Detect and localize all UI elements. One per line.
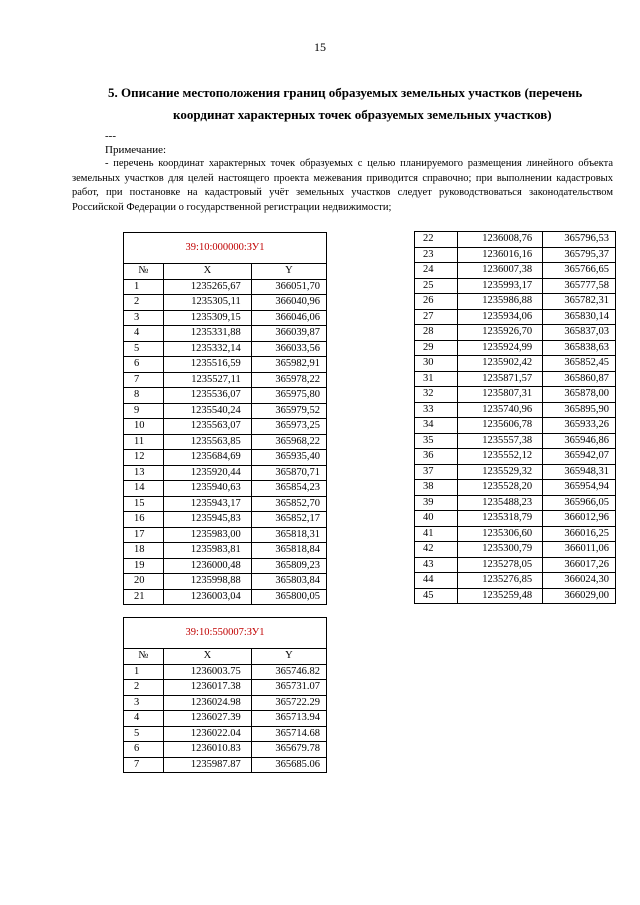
cell-y: 366039,87 [251,326,326,342]
cell-x: 1235807,31 [458,387,543,403]
cell-x: 1235540,24 [164,403,252,419]
cell-point-number: 2 [124,295,164,311]
table-row [124,388,327,404]
cell-y: 365870,71 [251,465,326,481]
cell-x: 1235331,88 [164,326,252,342]
cell-y: 365966,05 [543,495,616,511]
cell-point-number: 20 [124,574,164,590]
table-row [124,481,327,497]
cell-point-number: 15 [124,496,164,512]
table-row [124,512,327,528]
cell-point-number: 35 [415,433,458,449]
cell-y: 365935,40 [251,450,326,466]
cell-x: 1235920,44 [164,465,252,481]
cell-point-number: 33 [415,402,458,418]
cell-y: 365852,45 [543,356,616,372]
cell-x: 1235528,20 [458,480,543,496]
table-row [415,573,616,589]
column-header-y: Y [251,649,326,665]
cell-y: 365685.06 [251,757,326,773]
cell-point-number: 10 [124,419,164,435]
table-row [124,664,327,680]
table-row [415,418,616,434]
cell-point-number: 5 [124,726,164,742]
cell-point-number: 34 [415,418,458,434]
cell-point-number: 2 [124,680,164,696]
column-header-number: № [124,649,164,665]
cell-x: 1235305,11 [164,295,252,311]
table-row [124,326,327,342]
cell-point-number: 41 [415,526,458,542]
table-row [124,543,327,559]
cell-y: 365818,84 [251,543,326,559]
cell-x: 1235318,79 [458,511,543,527]
cell-y: 366033,56 [251,341,326,357]
cell-point-number: 42 [415,542,458,558]
cell-x: 1236010.83 [164,742,252,758]
cell-y: 365942,07 [543,449,616,465]
cell-x: 1235934,06 [458,309,543,325]
table-row [124,574,327,590]
cell-x: 1236024.98 [164,695,252,711]
cell-y: 365714.68 [251,726,326,742]
cell-point-number: 40 [415,511,458,527]
table-row [124,680,327,696]
column-header-x: X [164,649,252,665]
table-row [124,527,327,543]
cell-y: 366012,96 [543,511,616,527]
section-heading-line1: 5. Описание местоположения границ образуемых земельных участков (перечень [108,85,583,100]
cell-point-number: 32 [415,387,458,403]
table-row [124,341,327,357]
cell-y: 365854,23 [251,481,326,497]
cell-y: 365795,37 [543,247,616,263]
cell-point-number: 7 [124,372,164,388]
table-row [415,588,616,604]
table-row [415,263,616,279]
cell-x: 1236003.75 [164,664,252,680]
cell-y: 365852,70 [251,496,326,512]
table-row [415,371,616,387]
table-row [415,433,616,449]
table-row [415,542,616,558]
cell-x: 1235552,12 [458,449,543,465]
cell-y: 365679.78 [251,742,326,758]
table-row [415,526,616,542]
table-row [415,495,616,511]
cell-point-number: 7 [124,757,164,773]
table-row [124,403,327,419]
cell-point-number: 30 [415,356,458,372]
cell-x: 1235265,67 [164,279,252,295]
cell-point-number: 12 [124,450,164,466]
cell-point-number: 27 [415,309,458,325]
table-row [415,449,616,465]
cell-y: 365722.29 [251,695,326,711]
table-row [415,356,616,372]
table-row [124,357,327,373]
cell-y: 366029,00 [543,588,616,604]
cell-point-number: 1 [124,279,164,295]
cell-x: 1236007,38 [458,263,543,279]
cell-x: 1236017.38 [164,680,252,696]
cell-y: 365895,90 [543,402,616,418]
cell-point-number: 31 [415,371,458,387]
cell-point-number: 21 [124,589,164,605]
cell-point-number: 8 [124,388,164,404]
cell-y: 365982,91 [251,357,326,373]
cell-y: 366051,70 [251,279,326,295]
cell-point-number: 29 [415,340,458,356]
cell-y: 365731.07 [251,680,326,696]
cell-x: 1235902,42 [458,356,543,372]
cell-x: 1235332,14 [164,341,252,357]
cell-x: 1235306,60 [458,526,543,542]
table-row [415,309,616,325]
cell-y: 365968,22 [251,434,326,450]
cell-y: 365766,65 [543,263,616,279]
cell-y: 366017,26 [543,557,616,573]
note-label: Примечание: [105,144,167,156]
cell-point-number: 28 [415,325,458,341]
cell-y: 365852,17 [251,512,326,528]
cell-x: 1235309,15 [164,310,252,326]
cell-y: 365796,53 [543,232,616,248]
cell-point-number: 6 [124,742,164,758]
cell-x: 1235563,85 [164,434,252,450]
cell-point-number: 1 [124,664,164,680]
cell-y: 366046,06 [251,310,326,326]
cell-x: 1235986,88 [458,294,543,310]
cell-point-number: 36 [415,449,458,465]
table-title: 39:10:550007:ЗУ1 [124,618,327,649]
cell-y: 365878,00 [543,387,616,403]
table-row [124,310,327,326]
cell-x: 1236022.04 [164,726,252,742]
table-row [124,434,327,450]
column-header-x: X [164,264,252,280]
cell-x: 1236003,04 [164,589,252,605]
table-row [124,558,327,574]
cell-x: 1235983,00 [164,527,252,543]
cell-point-number: 6 [124,357,164,373]
table-row [415,557,616,573]
cell-y: 365838,63 [543,340,616,356]
cell-point-number: 4 [124,326,164,342]
cell-point-number: 22 [415,232,458,248]
cell-y: 365978,22 [251,372,326,388]
cell-x: 1235993,17 [458,278,543,294]
cell-point-number: 4 [124,711,164,727]
cell-point-number: 23 [415,247,458,263]
cell-x: 1236016,16 [458,247,543,263]
cell-y: 365777,58 [543,278,616,294]
dashes-separator: --- [105,130,116,142]
cell-y: 366040,96 [251,295,326,311]
cell-y: 365933,26 [543,418,616,434]
cell-x: 1236000,48 [164,558,252,574]
table-row [415,232,616,248]
cell-point-number: 38 [415,480,458,496]
cell-y: 365782,31 [543,294,616,310]
cell-point-number: 24 [415,263,458,279]
table-title: 39:10:000000:ЗУ1 [124,233,327,264]
cell-point-number: 44 [415,573,458,589]
table-row [124,419,327,435]
cell-y: 365809,23 [251,558,326,574]
cell-point-number: 5 [124,341,164,357]
section-heading [70,82,620,126]
cell-point-number: 18 [124,543,164,559]
table-row [124,742,327,758]
cell-point-number: 14 [124,481,164,497]
cell-x: 1235557,38 [458,433,543,449]
table-row [415,511,616,527]
table-row [124,496,327,512]
table-row [124,372,327,388]
table-row [124,711,327,727]
cell-x: 1235300,79 [458,542,543,558]
cell-y: 366024,30 [543,573,616,589]
cell-x: 1235516,59 [164,357,252,373]
cell-x: 1235740,96 [458,402,543,418]
table-row [415,278,616,294]
table-row [124,695,327,711]
cell-y: 365713.94 [251,711,326,727]
cell-point-number: 26 [415,294,458,310]
cell-x: 1235563,07 [164,419,252,435]
table-row [124,450,327,466]
table-row [415,325,616,341]
cell-y: 366011,06 [543,542,616,558]
cell-x: 1235488,23 [458,495,543,511]
cell-x: 1235529,32 [458,464,543,480]
cell-point-number: 25 [415,278,458,294]
cell-x: 1235606,78 [458,418,543,434]
table-row [124,279,327,295]
cell-y: 365948,31 [543,464,616,480]
table-row [124,589,327,605]
table-row [415,480,616,496]
cell-point-number: 13 [124,465,164,481]
cell-x: 1235278,05 [458,557,543,573]
cell-y: 365954,94 [543,480,616,496]
cell-point-number: 11 [124,434,164,450]
cell-x: 1235684,69 [164,450,252,466]
table-row [415,247,616,263]
cell-point-number: 37 [415,464,458,480]
table-row [124,726,327,742]
cell-point-number: 45 [415,588,458,604]
cell-x: 1235926,70 [458,325,543,341]
cell-y: 366016,25 [543,526,616,542]
cell-x: 1236008,76 [458,232,543,248]
section-heading-line2: координат характерных точек образуемых земельных участков) [173,107,552,122]
cell-point-number: 43 [415,557,458,573]
coordinates-table-550007-zu1 [123,617,327,773]
cell-y: 365800,05 [251,589,326,605]
table-row [415,340,616,356]
cell-x: 1235527,11 [164,372,252,388]
cell-y: 365746.82 [251,664,326,680]
cell-point-number: 9 [124,403,164,419]
cell-x: 1235983,81 [164,543,252,559]
cell-y: 365973,25 [251,419,326,435]
cell-x: 1235940,63 [164,481,252,497]
table-row [415,294,616,310]
cell-point-number: 3 [124,310,164,326]
cell-point-number: 16 [124,512,164,528]
cell-x: 1235924,99 [458,340,543,356]
cell-x: 1236027.39 [164,711,252,727]
table-row [415,402,616,418]
table-row [124,295,327,311]
cell-x: 1235276,85 [458,573,543,589]
cell-x: 1235871,57 [458,371,543,387]
cell-x: 1235987.87 [164,757,252,773]
cell-x: 1235536,07 [164,388,252,404]
cell-x: 1235259,48 [458,588,543,604]
table-row [415,387,616,403]
coordinates-table-zu1-continued [414,231,616,604]
cell-point-number: 19 [124,558,164,574]
page-number: 15 [314,40,326,54]
cell-y: 365946,86 [543,433,616,449]
cell-point-number: 3 [124,695,164,711]
cell-x: 1235945,83 [164,512,252,528]
cell-y: 365975,80 [251,388,326,404]
table-row [415,464,616,480]
cell-y: 365818,31 [251,527,326,543]
table-row [124,465,327,481]
cell-y: 365837,03 [543,325,616,341]
cell-y: 365803,84 [251,574,326,590]
cell-y: 365830,14 [543,309,616,325]
column-header-y: Y [251,264,326,280]
table-row [124,757,327,773]
coordinates-table-zu1 [123,232,327,605]
cell-x: 1235943,17 [164,496,252,512]
note-text: - перечень координат характерных точек образуемых с целью планируемого размещения линейного объекта земельных участков для целей настоящего проекта межевания приводится справочно; при выполнении кадастровых работ, при постановке на кадастровый учёт земельных участков следует руководствоваться законодательством Российской Федерации о государственной регистрации недвижимости; [72,158,613,213]
cell-x: 1235998,88 [164,574,252,590]
cell-point-number: 39 [415,495,458,511]
cell-point-number: 17 [124,527,164,543]
cell-y: 365979,52 [251,403,326,419]
column-header-number: № [124,264,164,280]
cell-y: 365860,87 [543,371,616,387]
